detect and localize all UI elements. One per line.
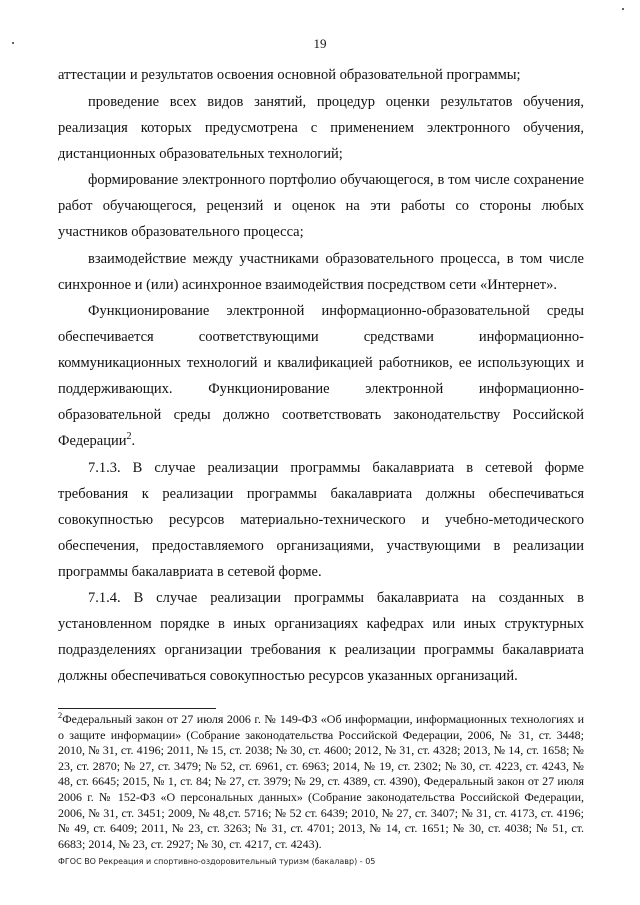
footnote-reference: 2 <box>126 431 132 443</box>
paragraph-3: формирование электронного портфолио обучающегося, в том числе сохранение работ обучающегося, рецензий и оценок на эти работы со стороны любых участников образовательного процесса; <box>58 172 584 240</box>
footnote-text: Федеральный закон от 27 июля 2006 г. № 149-ФЗ «Об информации, информационных технологиях и о защите информации» (Собрание законодательства Российской Федерации, 2006, № 31, ст. 3448; 2010, № 31, ст. 4196; 2011, № 15, ст. 2038; № 30, ст. 4600; 2012, № 31, ст. 4328; 2013, № 14, ст. 1658; № 23, ст. 2870; № 27, ст. 3479; № 52, ст. 6961, ст. 6963; 2014, № 19, ст. 2302; № 30, ст. 4223, ст. 4243, № 48, ст. 6645; 2015, № 1, ст. 84; № 27, ст. 3979; № 29, ст. 4389, ст. 4390), Федеральный закон от 27 июля 2006 г. № 152-ФЗ «О персональных данных» (Собрание законодательства Российской Федерации, 2006, № 31, ст. 3451; 2009, № 48,ст. 5716; № 52 ст. 6439; 2010, № 27, ст. 3407; № 31, ст. 4173, ст. 4196; № 49, ст. 6409; 2011, № 23, ст. 3263; № 31, ст. 4701; 2013, № 14, ст. 1651; № 30, ст. 4038; № 51, ст. 6683; 2014, № 23, ст. 2927; № 30, ст. 4217, ст. 4243). <box>58 712 584 851</box>
body-text <box>58 62 584 690</box>
paragraph-2: проведение всех видов занятий, процедур оценки результатов обучения, реализация которых предусмотрена с применением электронного обучения, дистанционных образовательных технологий; <box>58 93 584 162</box>
paragraph-7-1-4: 7.1.4. В случае реализации программы бакалавриата на созданных в установленном порядке в иных организациях кафедрах или иных структурных подразделениях организации требования к реализации программы бакалавриата должны обеспечиваться совокупностью ресурсов указанных организаций. <box>58 590 584 684</box>
paragraph-1: аттестации и результатов освоения основной образовательной программы; <box>58 67 521 83</box>
footnote-marker: 2 <box>58 711 63 720</box>
paragraph-5-text: Функционирование электронной информационно-образовательной среды обеспечивается соответствующими средствами информационно- коммуникационных технологий и квалификацией работников, ее использующих и поддерживающих. Функционирование электронной информационно-образовательной среды должно соответствовать законодательству Российской Федерации <box>58 303 584 449</box>
paragraph-4: взаимодействие между участниками образовательного процесса, в том числе синхронное и (или) асинхронное взаимодействия посредством сети «Интернет». <box>58 250 584 293</box>
document-footer: ФГОС ВО Рекреация и спортивно-оздоровительный туризм (бакалавр) - 05 <box>58 857 376 866</box>
footnote-divider <box>58 708 216 709</box>
paragraph-7-1-3: 7.1.3. В случае реализации программы бакалавриата в сетевой форме требования к реализации программы бакалавриата должны обеспечиваться совокупностью ресурсов материально-технического и учебно-методического обеспечения, предоставляемого организациями, участвующими в реализации программы бакалавриата в сетевой форме. <box>58 459 584 580</box>
footnote <box>58 712 584 852</box>
scan-speck <box>622 8 624 10</box>
paragraph-5: Функционирование электронной информационно-образовательной среды обеспечивается соответствующими средствами информационно- коммуникационных технологий и квалификацией работников, ее использующих и поддерживающих. Функционирование электронной информационно-образовательной среды должно соответствовать законодательству Российской Федерации$^2$. <box>58 303 584 449</box>
page-number: 19 <box>313 36 327 51</box>
scan-speck <box>12 42 14 44</box>
